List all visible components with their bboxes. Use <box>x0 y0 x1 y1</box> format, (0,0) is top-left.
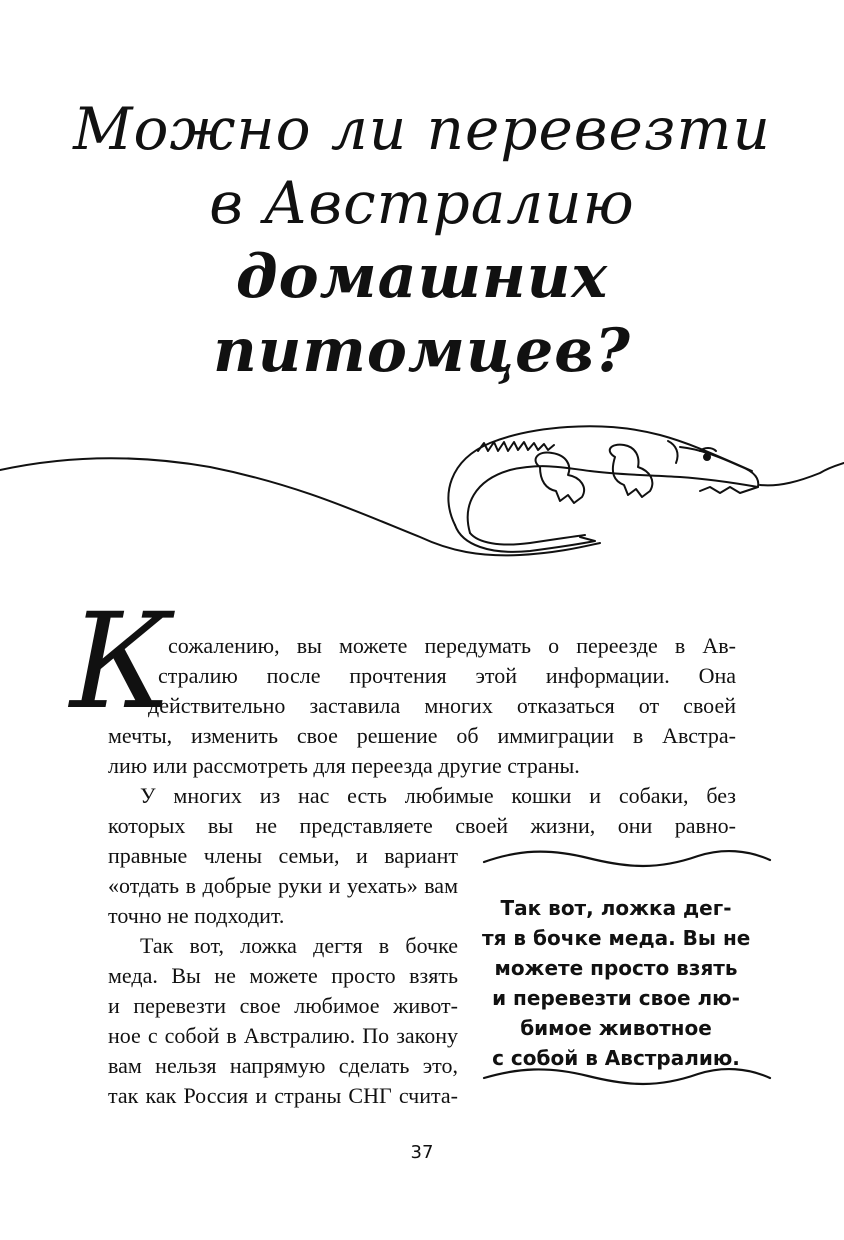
paragraph-3-line: ное с собой в Австралию. По закону <box>108 1023 458 1048</box>
crocodile-icon <box>448 426 758 552</box>
paragraph-1-line: действительно заставила многих отказаться от своей <box>148 693 736 718</box>
pullquote-line: Так вот, ложка дег- <box>500 896 732 920</box>
paragraph-2-line: точно не подходит. <box>108 903 285 928</box>
paragraph-3-line: Так вот, ложка дегтя в бочке <box>140 933 458 958</box>
paragraph-2-line: правные члены семьи, и вариант <box>108 843 458 868</box>
crocodile-divider <box>0 405 844 585</box>
pullquote-line: тя в бочке меда. Вы не <box>482 926 751 950</box>
paragraph-1-line: стралию после прочтения этой информации. Она <box>158 663 736 688</box>
paragraph-1-line: сожалению, вы можете передумать о переезде в Ав- <box>168 633 736 658</box>
paragraph-3-line: так как Россия и страны СНГ счита- <box>108 1083 458 1108</box>
paragraph-2-line: У многих из нас есть любимые кошки и собаки, без <box>140 783 736 808</box>
drop-cap: К <box>70 585 173 739</box>
paragraph-2-line: которых вы не представляете своей жизни, они равно- <box>108 813 736 838</box>
paragraph-3-line: вам нельзя напрямую сделать это, <box>108 1053 458 1078</box>
title-line-4: питомцев? <box>213 316 631 386</box>
page-number: 37 <box>410 1142 434 1163</box>
title-line-2: в Австралию <box>209 169 635 237</box>
paragraph-1-line: лию или рассмотреть для переезда другие страны. <box>108 753 580 778</box>
pullquote-top-wave <box>484 851 770 866</box>
chapter-title <box>0 92 844 388</box>
pullquote-line: бимое животное <box>520 1016 712 1040</box>
wave-line <box>0 458 600 555</box>
paragraph-3-line: и перевезти свое любимое живот- <box>108 993 458 1018</box>
wave-line-right <box>760 463 844 485</box>
paragraph-3-line: меда. Вы не можете просто взять <box>108 963 458 988</box>
title-line-1: Можно ли перевезти <box>73 95 771 163</box>
pullquote-line: можете просто взять <box>494 956 738 980</box>
title-line-3: домашних <box>235 242 609 312</box>
paragraph-1-line: мечты, изменить свое решение об иммиграции в Австра- <box>108 723 736 748</box>
pullquote-line: и перевезти свое лю- <box>492 986 740 1010</box>
paragraph-2-line: «отдать в добрые руки и уехать» вам <box>108 873 458 898</box>
pullquote-line: с собой в Австралию. <box>492 1046 740 1070</box>
